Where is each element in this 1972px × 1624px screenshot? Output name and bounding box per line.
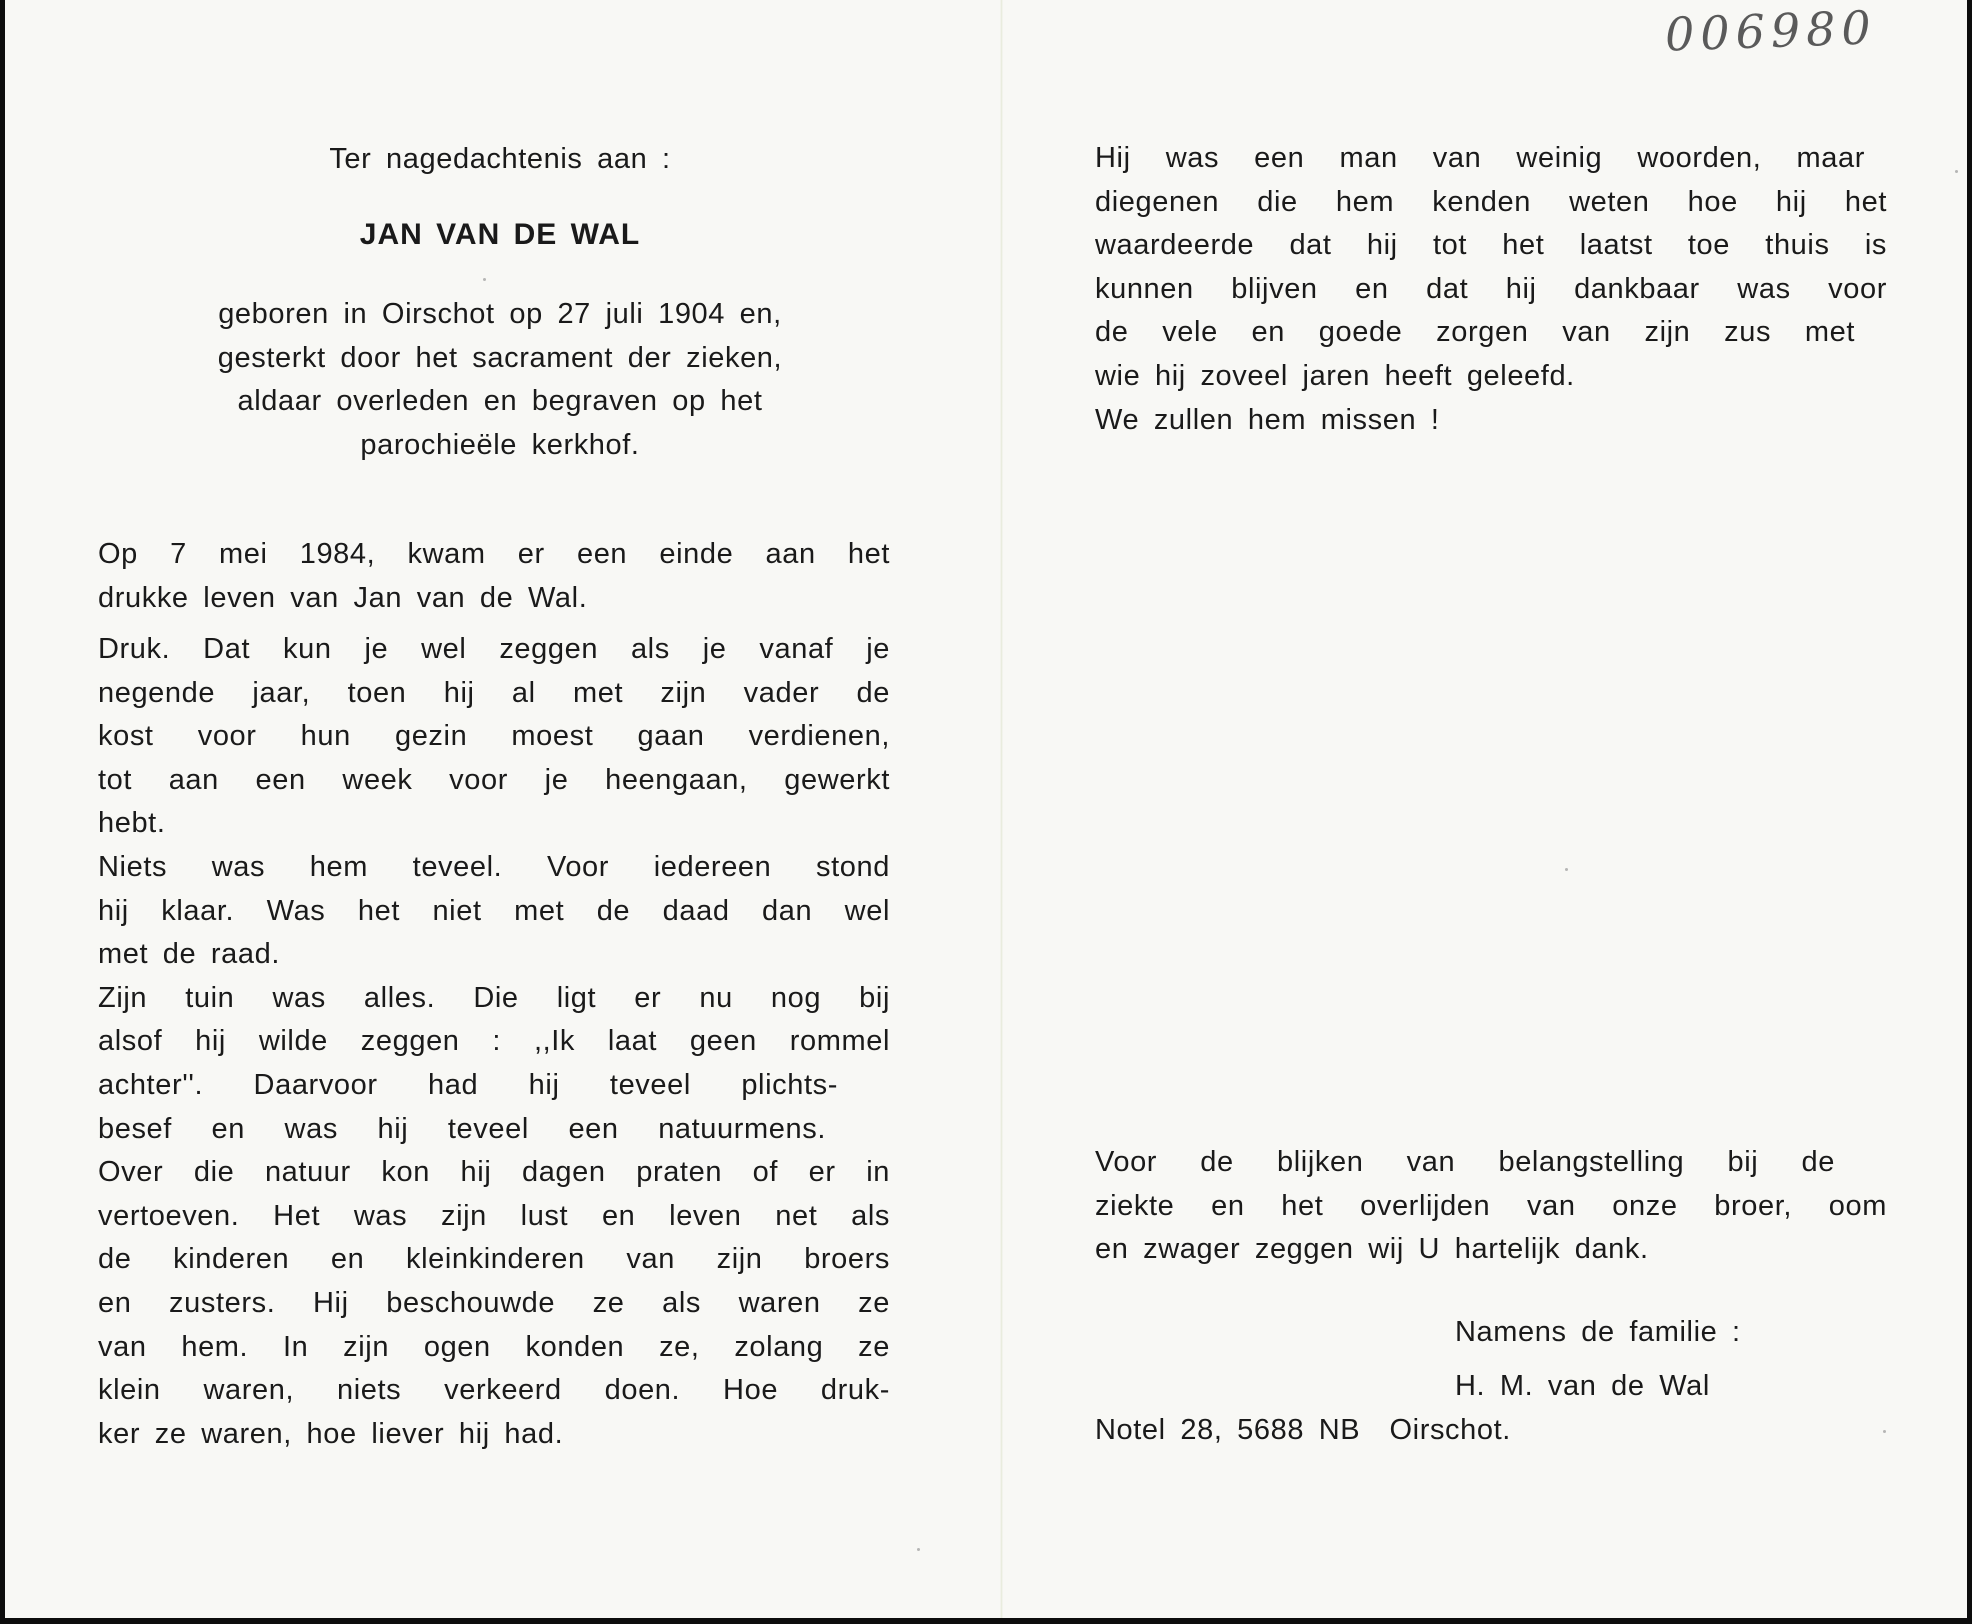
tribute-paragraph <box>1095 137 1887 442</box>
intro-text: Ter nagedachtenis aan : <box>329 143 671 175</box>
text-line: diegenen die hem kenden weten hoe hij het <box>1095 185 1887 218</box>
birth-line: parochieële kerkhof. <box>360 428 640 461</box>
birth-line: gesterkt door het sacrament der zieken, <box>217 341 783 374</box>
life-story-paragraph <box>98 628 890 1456</box>
text-line: alsof hij wilde zeggen : ,,Ik laat geen rommel <box>98 1025 890 1058</box>
text-line: hebt. <box>98 807 166 840</box>
paper-speck <box>483 278 486 281</box>
text-line: tot aan een week voor je heengaan, gewerkt <box>98 763 890 796</box>
text-line: Druk. Dat kun je wel zeggen als je vanaf je <box>98 633 890 665</box>
text-line: besef en was hij teveel een natuurmens. <box>98 1112 826 1145</box>
paper-speck <box>1955 170 1958 173</box>
birth-line: geboren in Oirschot op 27 juli 1904 en, <box>218 298 782 330</box>
paper-speck <box>1883 1430 1886 1433</box>
text-line: Niets was hem teveel. Voor iedereen stond <box>98 850 890 883</box>
paper-speck <box>917 1548 920 1551</box>
text-line: ker ze waren, hoe liever hij had. <box>98 1417 564 1450</box>
text-line: vertoeven. Het was zijn lust en leven net als <box>98 1199 890 1232</box>
birth-line: aldaar overleden en begraven op het <box>237 385 763 417</box>
text-line: Zijn tuin was alles. Die ligt er nu nog bij <box>98 981 890 1014</box>
signature-block <box>1455 1305 1741 1413</box>
text-line: achter''. Daarvoor had hij teveel plichts- <box>98 1068 838 1101</box>
text-line: wie hij zoveel jaren heeft geleefd. <box>1095 359 1575 392</box>
text-line: hij klaar. Was het niet met de daad dan wel <box>98 894 890 927</box>
death-paragraph <box>98 533 890 620</box>
paper-speck <box>1565 868 1568 871</box>
text-line: ziekte en het overlijden van onze broer, oom <box>1095 1189 1887 1222</box>
text-line: negende jaar, toen hij al met zijn vader de <box>98 676 890 709</box>
text-line: kost voor hun gezin moest gaan verdienen, <box>98 720 890 753</box>
text-line: en zusters. Hij beschouwde ze als waren ze <box>98 1286 890 1319</box>
text-line: Over die natuur kon hij dagen praten of er in <box>98 1156 890 1189</box>
text-line: We zullen hem missen ! <box>1095 403 1440 436</box>
handwritten-archive-number: 006980 <box>1664 0 1878 62</box>
text-line: Voor de blijken van belangstelling bij de <box>1095 1146 1835 1178</box>
left-panel <box>5 0 1000 1618</box>
text-line: waardeerde dat hij tot het laatst toe thuis is <box>1095 229 1887 262</box>
text-line: Op 7 mei 1984, kwam er een einde aan het <box>98 538 890 570</box>
text-line: de kinderen en kleinkinderen van zijn broers <box>98 1243 890 1276</box>
right-panel <box>1003 0 1967 1618</box>
text-line: Hij was een man van weinig woorden, maar <box>1095 142 1865 174</box>
text-line: klein waren, niets verkeerd doen. Hoe druk- <box>98 1374 890 1407</box>
deceased-name: JAN VAN DE WAL <box>359 218 641 251</box>
birth-info <box>100 293 900 467</box>
signatory-name: H. M. van de Wal <box>1455 1370 1710 1402</box>
text-line: met de raad. <box>98 938 281 971</box>
text-line: en zwager zeggen wij U hartelijk dank. <box>1095 1233 1649 1266</box>
text-line: drukke leven van Jan van de Wal. <box>98 581 588 614</box>
text-line: de vele en goede zorgen van zijn zus met <box>1095 316 1855 349</box>
thanks-paragraph <box>1095 1141 1887 1272</box>
memorial-card <box>5 0 1967 1618</box>
text-line: kunnen blijven en dat hij dankbaar was voor <box>1095 272 1887 305</box>
on-behalf-label: Namens de familie : <box>1455 1316 1741 1348</box>
family-address: Notel 28, 5688 NB Oirschot. <box>1095 1414 1511 1446</box>
text-line: van hem. In zijn ogen konden ze, zolang ze <box>98 1330 890 1363</box>
